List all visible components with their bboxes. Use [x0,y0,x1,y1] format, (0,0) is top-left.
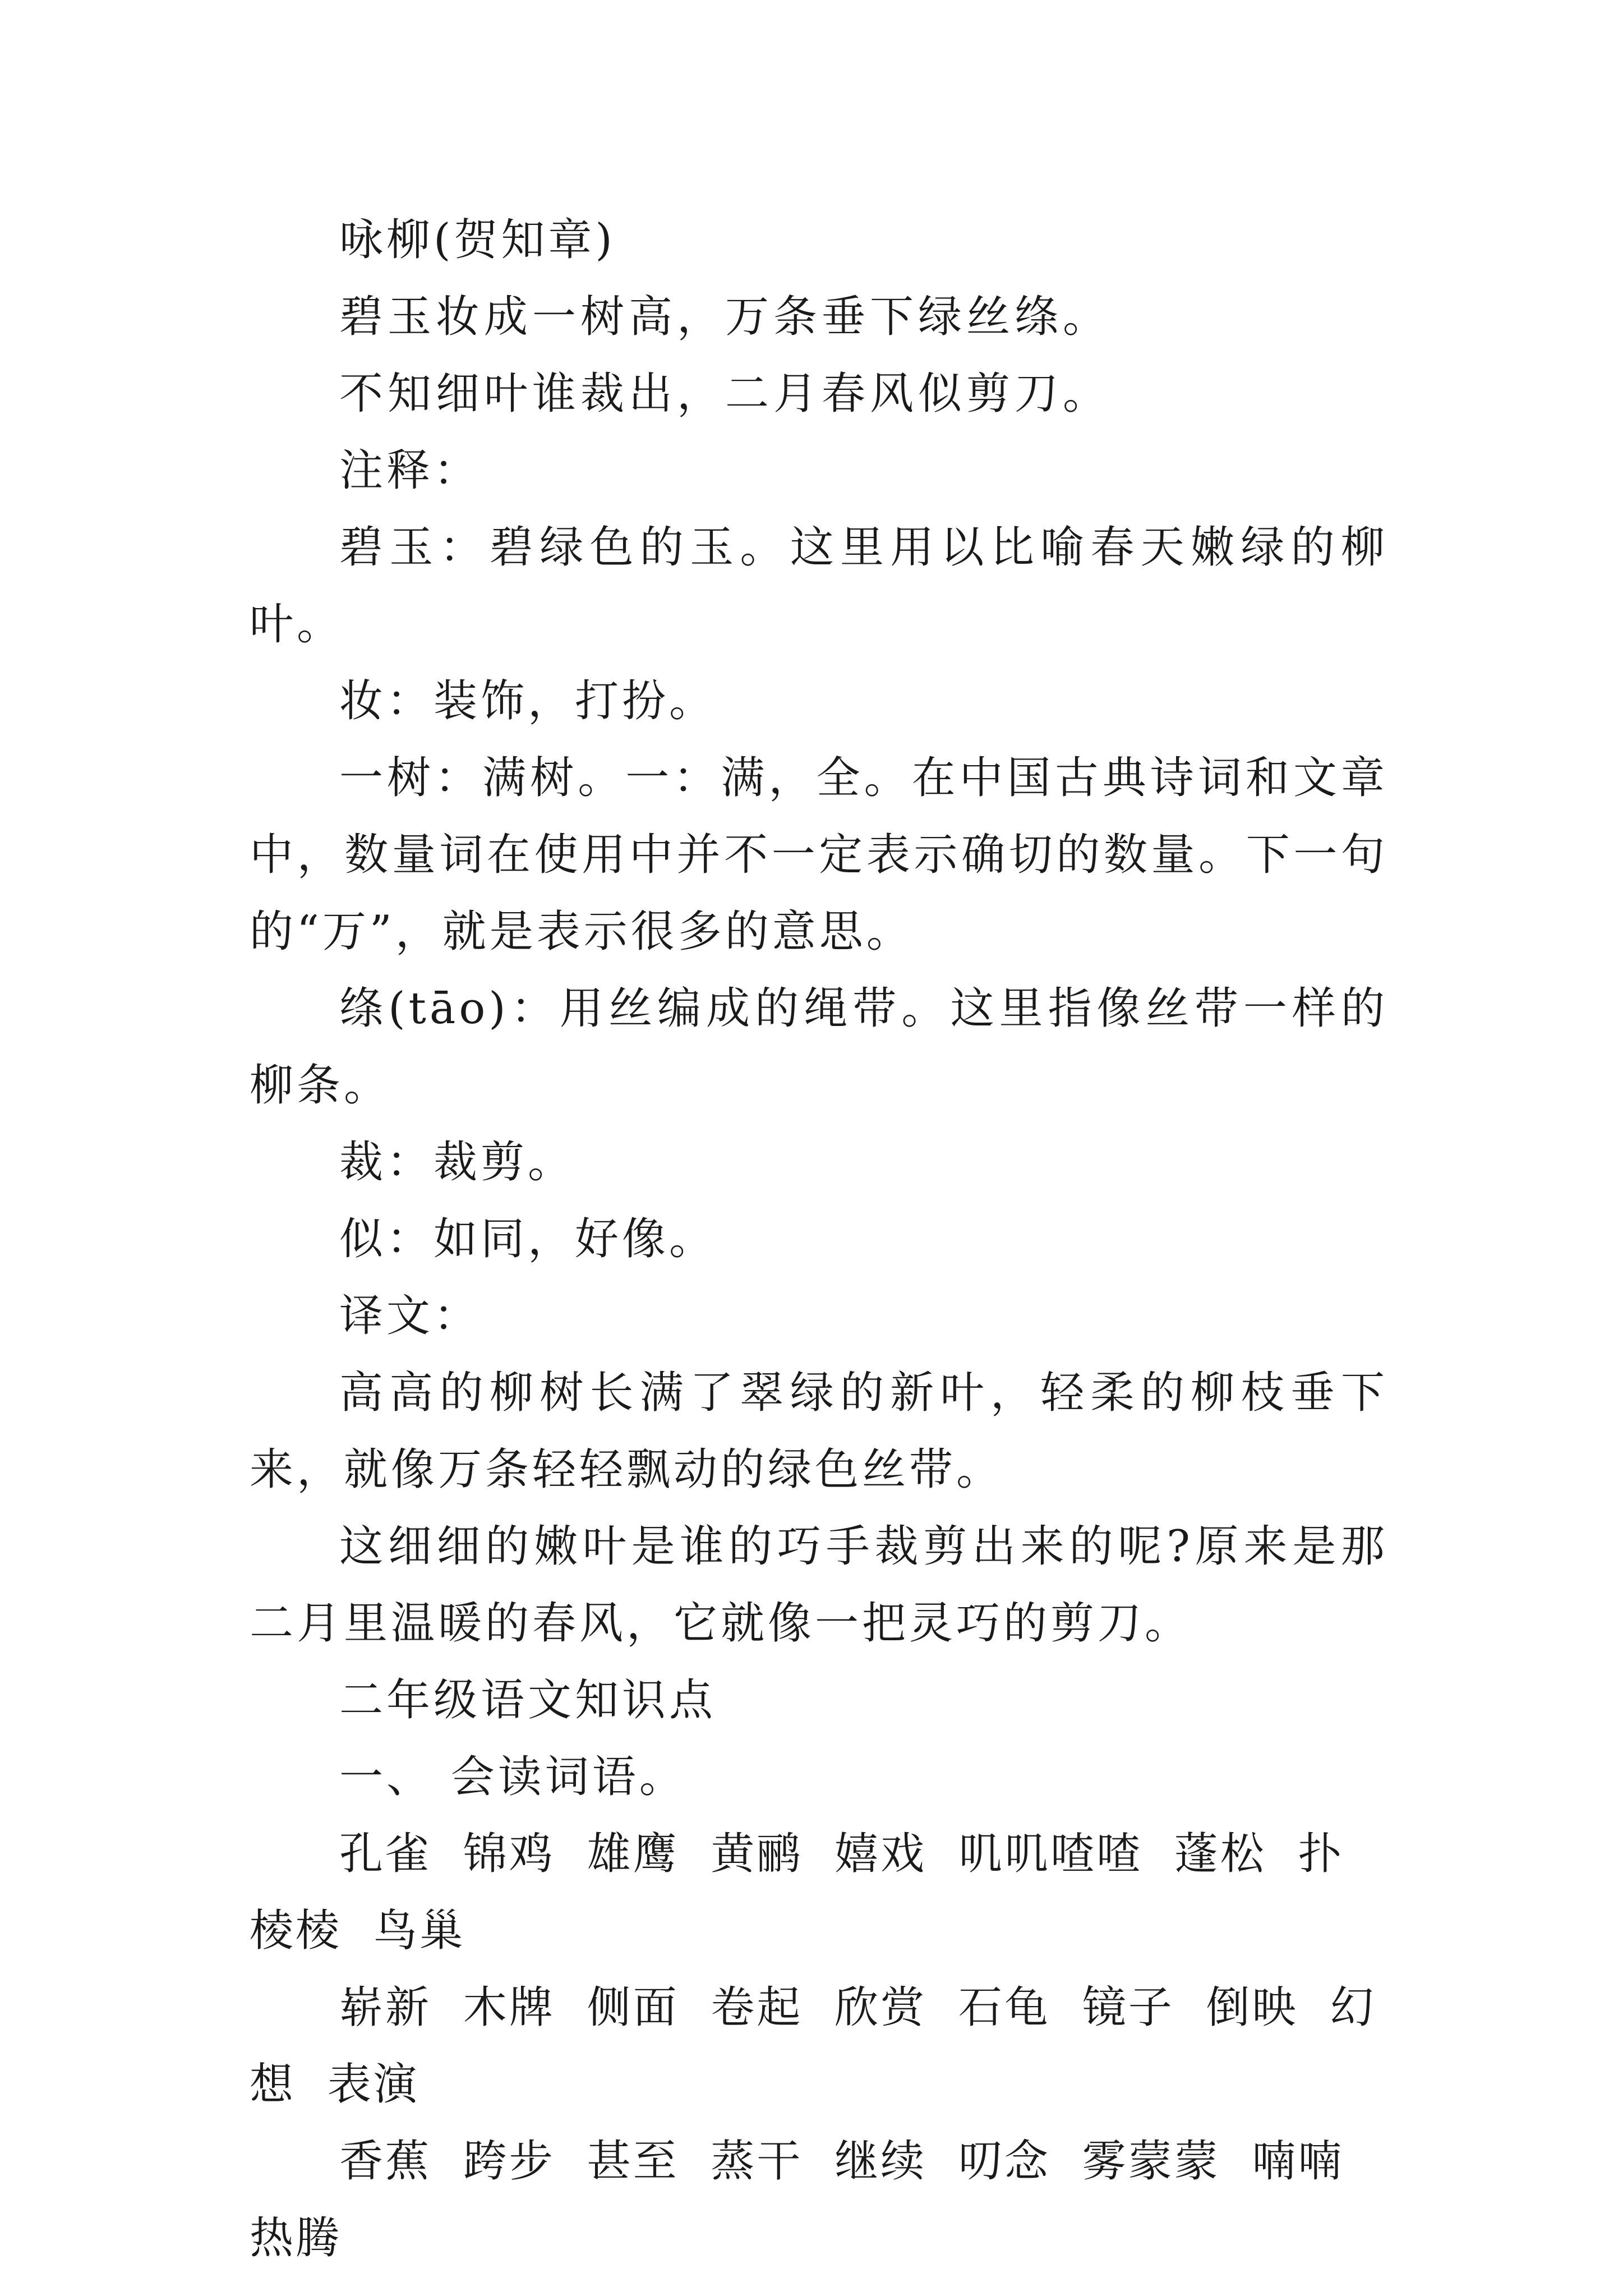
subsection-heading: 一、 会读词语。 [339,1752,686,1802]
word-list-2: 崭新 木牌 侧面 卷起 欣赏 石龟 镜子 倒映 幻想 表演 [250,1982,1376,2110]
poem-line-2: 不知细叶谁裁出，二月春风似剪刀。 [339,369,1112,419]
note-tao: 绦(tāo)：用丝编成的绳带。这里指像丝带一样的柳条。 [250,983,1388,1111]
document-body [250,202,1388,2277]
word-list-1: 孔雀 锦鸡 雄鹰 黄鹂 嬉戏 叽叽喳喳 蓬松 扑棱棱 鸟巢 [250,1829,1344,1956]
note-biyu: 碧玉：碧绿色的玉。这里用以比喻春天嫩绿的柳叶。 [250,522,1388,650]
word-list-3: 香蕉 跨步 甚至 蒸干 继续 叨念 雾蒙蒙 喃喃 热腾 [250,2136,1344,2263]
translation-paragraph-1: 高高的柳树长满了翠绿的新叶，轻柔的柳枝垂下来，就像万条轻轻飘动的绿色丝带。 [250,1368,1388,1495]
translation-heading: 译文： [339,1291,481,1341]
section-heading: 二年级语文知识点 [339,1675,717,1726]
note-yishu: 一树：满树。一：满，全。在中国古典诗词和文章中，数量词在使用中并不一定表示确切的数量。下一句的“万”，就是表示很多的意思。 [250,753,1388,957]
poem-title: 咏柳(贺知章) [339,215,616,265]
translation-paragraph-2: 这细细的嫩叶是谁的巧手裁剪出来的呢?原来是那二月里温暖的春风，它就像一把灵巧的剪刀。 [250,1521,1388,1649]
notes-heading: 注释： [339,445,481,496]
note-si: 似：如同，好像。 [339,1214,717,1264]
note-cai: 裁：裁剪。 [339,1137,575,1188]
note-zhuang: 妆：装饰，打扮。 [339,676,717,726]
poem-line-1: 碧玉妆成一树高，万条垂下绿丝绦。 [339,292,1112,342]
